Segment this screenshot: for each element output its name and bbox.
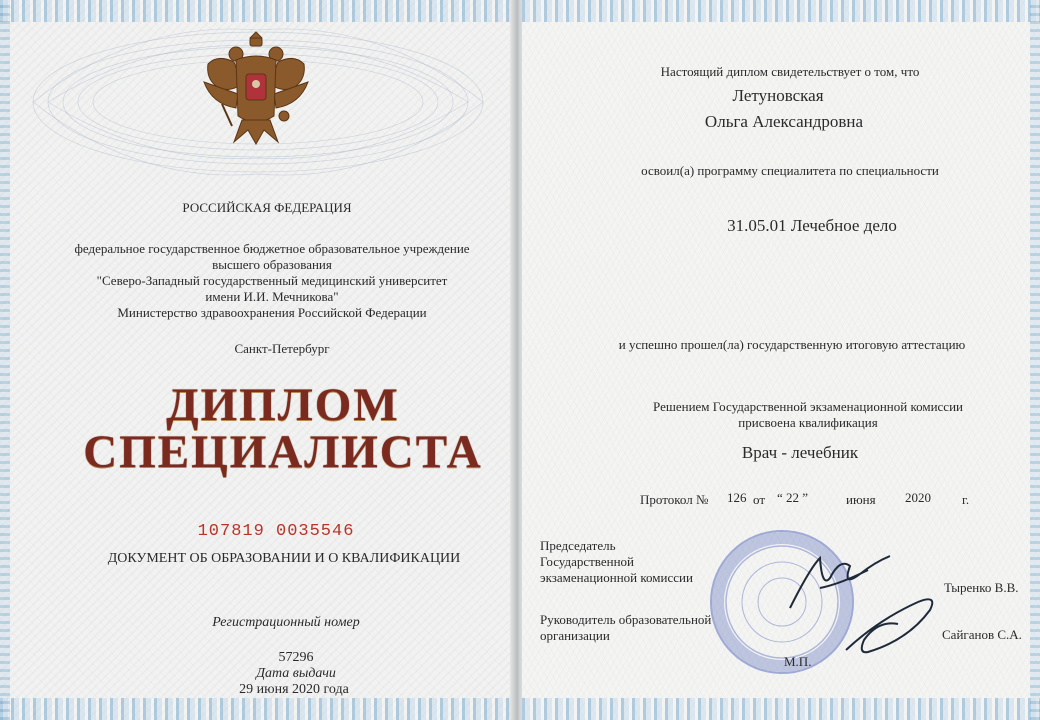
double-headed-eagle-emblem [198, 24, 314, 152]
diploma-serial-number: 107819 0035546 [197, 522, 355, 541]
protocol-year-suffix: г. [962, 492, 970, 507]
protocol-month: июня [846, 492, 876, 507]
head-signature [838, 590, 948, 660]
institution-line-3: "Северо-Западный государственный медицинский университет [96, 273, 448, 288]
protocol-day: “ 22 ” [777, 490, 809, 505]
head-line-2: организации [540, 628, 610, 643]
institution-line-5: Министерство здравоохранения Российской Федерации [117, 305, 427, 320]
registration-number: 57296 [278, 650, 314, 665]
program-text: освоил(а) программу специалитета по специальности [641, 163, 939, 178]
chair-line-1: Председатель [540, 538, 616, 553]
protocol-year: 2020 [905, 490, 931, 505]
attestation-text: и успешно прошел(ла) государственную итоговую аттестацию [618, 337, 966, 352]
diploma-title-line-1: ДИПЛОМ [166, 379, 400, 431]
chair-line-2: Государственной [540, 554, 635, 569]
decision-line-1: Решением Государственной экзаменационной комиссии [653, 399, 963, 414]
protocol-number: 126 [727, 490, 747, 505]
bottom-border-right [522, 698, 1040, 720]
document-type: ДОКУМЕНТ ОБ ОБРАЗОВАНИИ И О КВАЛИФИКАЦИИ [107, 551, 461, 566]
graduate-surname: Летуновская [732, 86, 824, 105]
chair-line-3: экзаменационной комиссии [540, 570, 693, 585]
bottom-border-left [0, 698, 516, 720]
right-edge-strip [1030, 0, 1040, 720]
issue-date-label: Дата выдачи [256, 666, 336, 681]
country-name: РОССИЙСКАЯ ФЕДЕРАЦИЯ [182, 200, 352, 215]
decision-line-2: присвоена квалификация [738, 415, 878, 430]
protocol-from: от [753, 492, 766, 507]
seal-label: М.П. [784, 654, 812, 669]
institution-line-2: высшего образования [212, 257, 332, 272]
top-border-right [522, 0, 1040, 22]
protocol-label: Протокол № [640, 492, 709, 507]
head-name: Сайганов С.А. [942, 627, 1022, 642]
institution-line-4: имени И.И. Мечникова" [205, 289, 339, 304]
institution-line-1: федеральное государственное бюджетное образовательное учреждение [74, 241, 470, 256]
graduate-name: Ольга Александровна [704, 112, 864, 131]
intro-text: Настоящий диплом свидетельствует о том, что [660, 64, 920, 79]
left-edge-strip [0, 0, 10, 720]
diploma-left-page [0, 0, 516, 720]
city-name: Санкт-Петербург [234, 341, 330, 356]
head-line-1: Руководитель образовательной [540, 612, 712, 627]
qualification: Врач - лечебник [741, 443, 859, 462]
diploma-title-line-2: СПЕЦИАЛИСТА [83, 426, 483, 478]
specialty: 31.05.01 Лечебное дело [727, 216, 897, 235]
issue-date: 29 июня 2020 года [239, 682, 349, 697]
registration-label: Регистрационный номер [212, 615, 360, 630]
chair-name: Тыренко В.В. [944, 580, 1019, 595]
